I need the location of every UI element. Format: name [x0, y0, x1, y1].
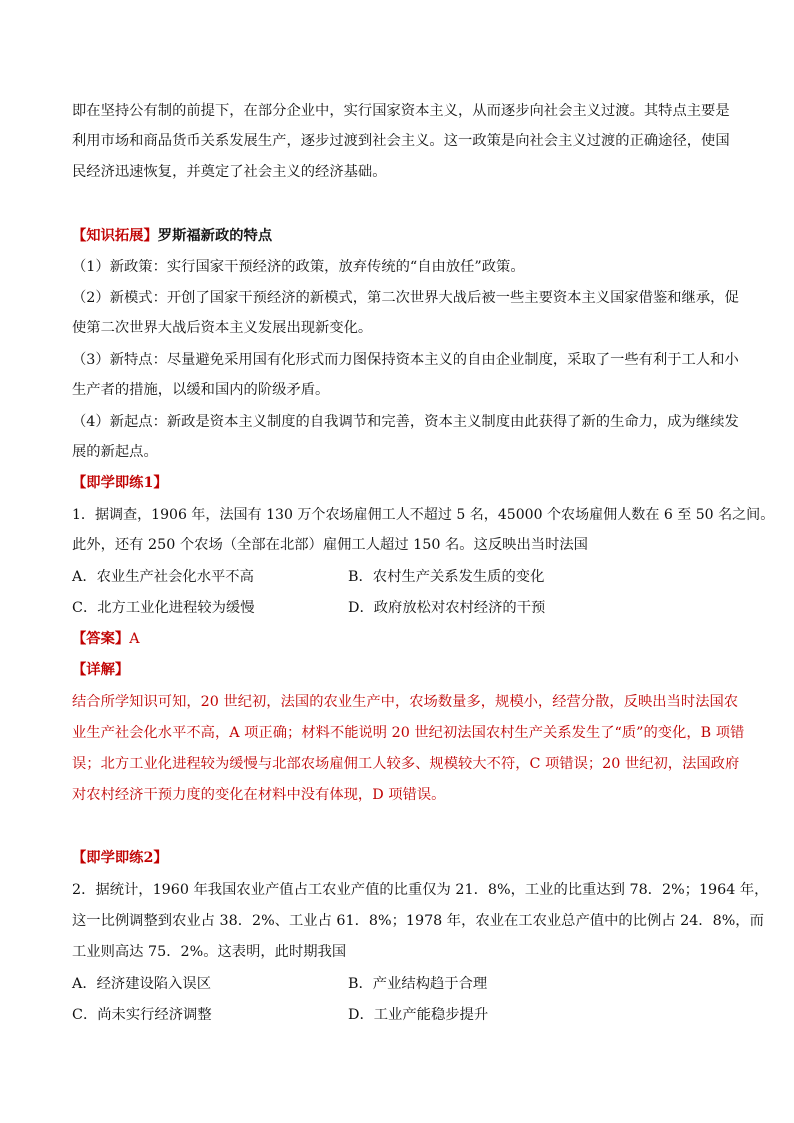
practice1-option-c[interactable]: C．北方工业化进程较为缓慢: [72, 600, 255, 616]
practice2-heading: 【即学即练2】: [72, 850, 168, 866]
practice1-answer: [72, 629, 140, 649]
extension-line-4: （3）新特点：尽量避免采用国有化形式而力图保持资本主义的自由企业制度，采取了一些有利于工人和小: [72, 352, 739, 368]
answer-value: A: [129, 631, 140, 647]
detail-line-4: 对农村经济干预力度的变化在材料中没有体现，D 项错误。: [72, 787, 446, 803]
answer-label: 【答案】: [72, 631, 130, 647]
practice1-option-d[interactable]: D．政府放松对农村经济的干预: [348, 600, 546, 616]
extension-heading: [72, 226, 272, 246]
practice2-option-c[interactable]: C．尚未实行经济调整: [72, 1007, 212, 1023]
detail-line-1: 结合所学知识可知，20 世纪初，法国的农业生产中，农场数量多，规模小，经营分散，反映出当时法国农: [72, 694, 739, 710]
extension-line-7: 展的新起点。: [72, 444, 158, 460]
intro-line-3: 民经济迅速恢复，并奠定了社会主义的经济基础。: [72, 164, 387, 180]
detail-line-2: 业生产社会化水平不高，A 项正确；材料不能说明 20 世纪初法国农村生产关系发生了“质”的变化，B 项错: [72, 725, 745, 741]
extension-line-1: （1）新政策：实行国家干预经济的政策，放弃传统的“自由放任”政策。: [72, 259, 525, 275]
intro-line-1: 即在坚持公有制的前提下，在部分企业中，实行国家资本主义，从而逐步向社会主义过渡。其特点主要是: [72, 103, 730, 119]
practice2-option-a[interactable]: A．经济建设陷入误区: [72, 976, 211, 992]
practice1-heading: 【即学即练1】: [72, 475, 168, 491]
extension-tag: 【知识拓展】: [72, 228, 158, 244]
extension-line-3: 使第二次世界大战后资本主义发展出现新变化。: [72, 320, 373, 336]
detail-line-3: 误；北方工业化进程较为缓慢与北部农场雇佣工人较多、规模较大不符，C 项错误；20 世纪初，法国政府: [72, 756, 740, 772]
extension-title: 罗斯福新政的特点: [157, 228, 273, 244]
practice1-option-a[interactable]: A．农业生产社会化水平不高: [72, 569, 254, 585]
practice1-stem-line-1: 1．据调查，1906 年，法国有 130 万个农场雇佣工人不超过 5 名，45000 个农场雇佣人数在 6 至 50 名之间。: [72, 507, 775, 523]
detail-label: 【详解】: [72, 662, 130, 678]
extension-line-5: 生产者的措施，以缓和国内的阶级矛盾。: [72, 382, 330, 398]
extension-line-6: （4）新起点：新政是资本主义制度的自我调节和完善，资本主义制度由此获得了新的生命力，成为继续发: [72, 414, 739, 430]
practice1-option-b[interactable]: B．农村生产关系发生质的变化: [348, 569, 545, 585]
practice2-option-d[interactable]: D．工业产能稳步提升: [348, 1007, 489, 1023]
practice2-stem-line-1: 2．据统计，1960 年我国农业产值占工农业产值的比重仅为 21．8%，工业的比重达到 78．2%；1964 年，: [72, 882, 769, 898]
extension-line-2: （2）新模式：开创了国家干预经济的新模式，第二次世界大战后被一些主要资本主义国家借鉴和继承，促: [72, 290, 739, 306]
practice2-stem-line-3: 工业则高达 75．2%。这表明，此时期我国: [72, 944, 347, 960]
practice2-option-b[interactable]: B．产业结构趋于合理: [348, 976, 488, 992]
practice1-stem-line-2: 此外，还有 250 个农场（全部在北部）雇佣工人超过 150 名。这反映出当时法国: [72, 537, 588, 553]
intro-line-2: 利用市场和商品货币关系发展生产，逐步过渡到社会主义。这一政策是向社会主义过渡的正确途径，使国: [72, 133, 730, 149]
practice2-stem-line-2: 这一比例调整到农业占 38．2%、工业占 61．8%；1978 年，农业在工农业总产值中的比例占 24．8%，而: [72, 913, 764, 929]
